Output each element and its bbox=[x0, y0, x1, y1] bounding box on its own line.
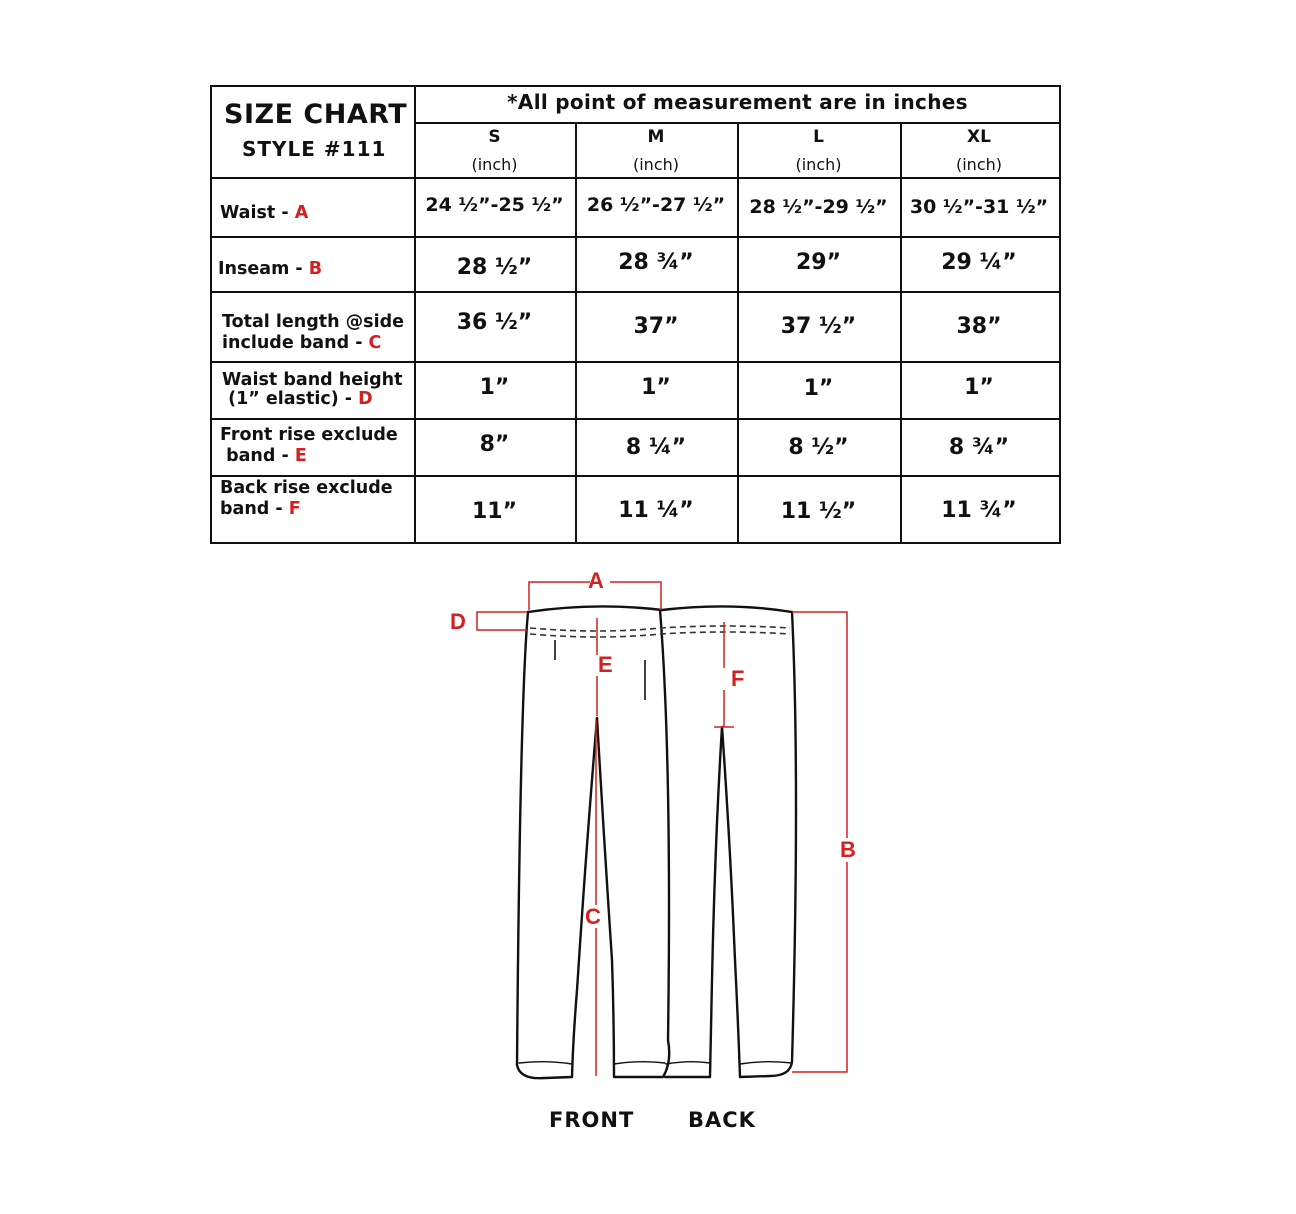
hem-line bbox=[666, 1062, 710, 1064]
front-leg-outline bbox=[660, 610, 669, 1040]
measure-line-b bbox=[792, 612, 847, 838]
value-cell: 11 ¼” bbox=[618, 497, 694, 523]
hem-line bbox=[614, 1062, 665, 1064]
row-label-inseam: Inseam - B bbox=[218, 259, 323, 279]
value-cell: 8 ¾” bbox=[948, 434, 1010, 460]
marker-e: E bbox=[598, 652, 613, 677]
row-label-total-length: Total length @side include band - C bbox=[222, 312, 404, 353]
row-label-waist: Waist - A bbox=[220, 203, 309, 223]
size-unit: (inch) bbox=[632, 154, 679, 174]
measure-line-b bbox=[792, 862, 847, 1072]
value-cell: 28 ¾” bbox=[618, 249, 694, 275]
measure-line-d bbox=[477, 612, 527, 630]
value-cell: 11” bbox=[471, 498, 518, 524]
size-unit: (inch) bbox=[795, 154, 842, 174]
marker-b: B bbox=[840, 837, 856, 862]
value-cell: 26 ½”-27 ½” bbox=[586, 193, 726, 216]
back-leg-outline bbox=[665, 727, 722, 1077]
value-cell: 11 ¾” bbox=[941, 497, 1017, 523]
value-cell: 1” bbox=[479, 374, 510, 400]
size-name: S bbox=[488, 126, 501, 147]
row-label-front-rise: Front rise exclude band - E bbox=[220, 425, 398, 466]
back-leg-outline bbox=[662, 606, 792, 612]
value-cell: 24 ½”-25 ½” bbox=[425, 193, 564, 216]
marker-f: F bbox=[731, 666, 745, 691]
value-cell: 1” bbox=[803, 375, 834, 401]
size-name: M bbox=[647, 126, 665, 147]
value-cell: 28 ½”-29 ½” bbox=[749, 195, 888, 218]
value-cell: 1” bbox=[964, 374, 994, 400]
front-label: FRONT bbox=[549, 1108, 635, 1132]
size-unit: (inch) bbox=[955, 154, 1002, 174]
row-label-waistband: Waist band height (1” elastic) - D bbox=[222, 370, 403, 409]
front-leg-outline bbox=[597, 718, 669, 1077]
value-cell: 11 ½” bbox=[780, 498, 857, 524]
hem-line bbox=[740, 1062, 792, 1064]
size-unit: (inch) bbox=[471, 154, 518, 174]
value-cell: 8 ½” bbox=[788, 434, 849, 460]
value-cell: 1” bbox=[641, 374, 671, 400]
size-name: L bbox=[813, 126, 824, 147]
value-cell: 8 ¼” bbox=[625, 434, 687, 460]
value-cell: 28 ½” bbox=[456, 254, 533, 280]
back-label: BACK bbox=[688, 1108, 756, 1132]
marker-c: C bbox=[585, 904, 601, 929]
value-cell: 30 ½”-31 ½” bbox=[909, 195, 1049, 218]
marker-d: D bbox=[450, 609, 466, 634]
value-cell: 8” bbox=[479, 431, 510, 457]
value-cell: 36 ½” bbox=[456, 310, 533, 335]
hem-line bbox=[519, 1062, 572, 1064]
value-cell: 38” bbox=[956, 314, 1002, 339]
chart-title: SIZE CHART bbox=[224, 99, 408, 130]
waistband-stitch bbox=[530, 632, 790, 637]
value-cell: 37 ½” bbox=[780, 314, 857, 339]
value-cell: 29” bbox=[795, 249, 842, 275]
front-leg-outline bbox=[517, 612, 528, 1065]
value-cell: 29 ¼” bbox=[941, 249, 1017, 275]
front-leg-outline bbox=[528, 606, 662, 612]
waistband-stitch bbox=[530, 626, 790, 631]
marker-a: A bbox=[588, 568, 604, 593]
measurement-note: *All point of measurement are in inches bbox=[507, 90, 968, 114]
value-cell: 37” bbox=[633, 314, 679, 339]
front-leg-outline bbox=[517, 718, 597, 1078]
style-number: STYLE #111 bbox=[242, 137, 387, 161]
row-label-back-rise: Back rise exclude band - F bbox=[220, 478, 393, 519]
size-name: XL bbox=[967, 126, 991, 147]
